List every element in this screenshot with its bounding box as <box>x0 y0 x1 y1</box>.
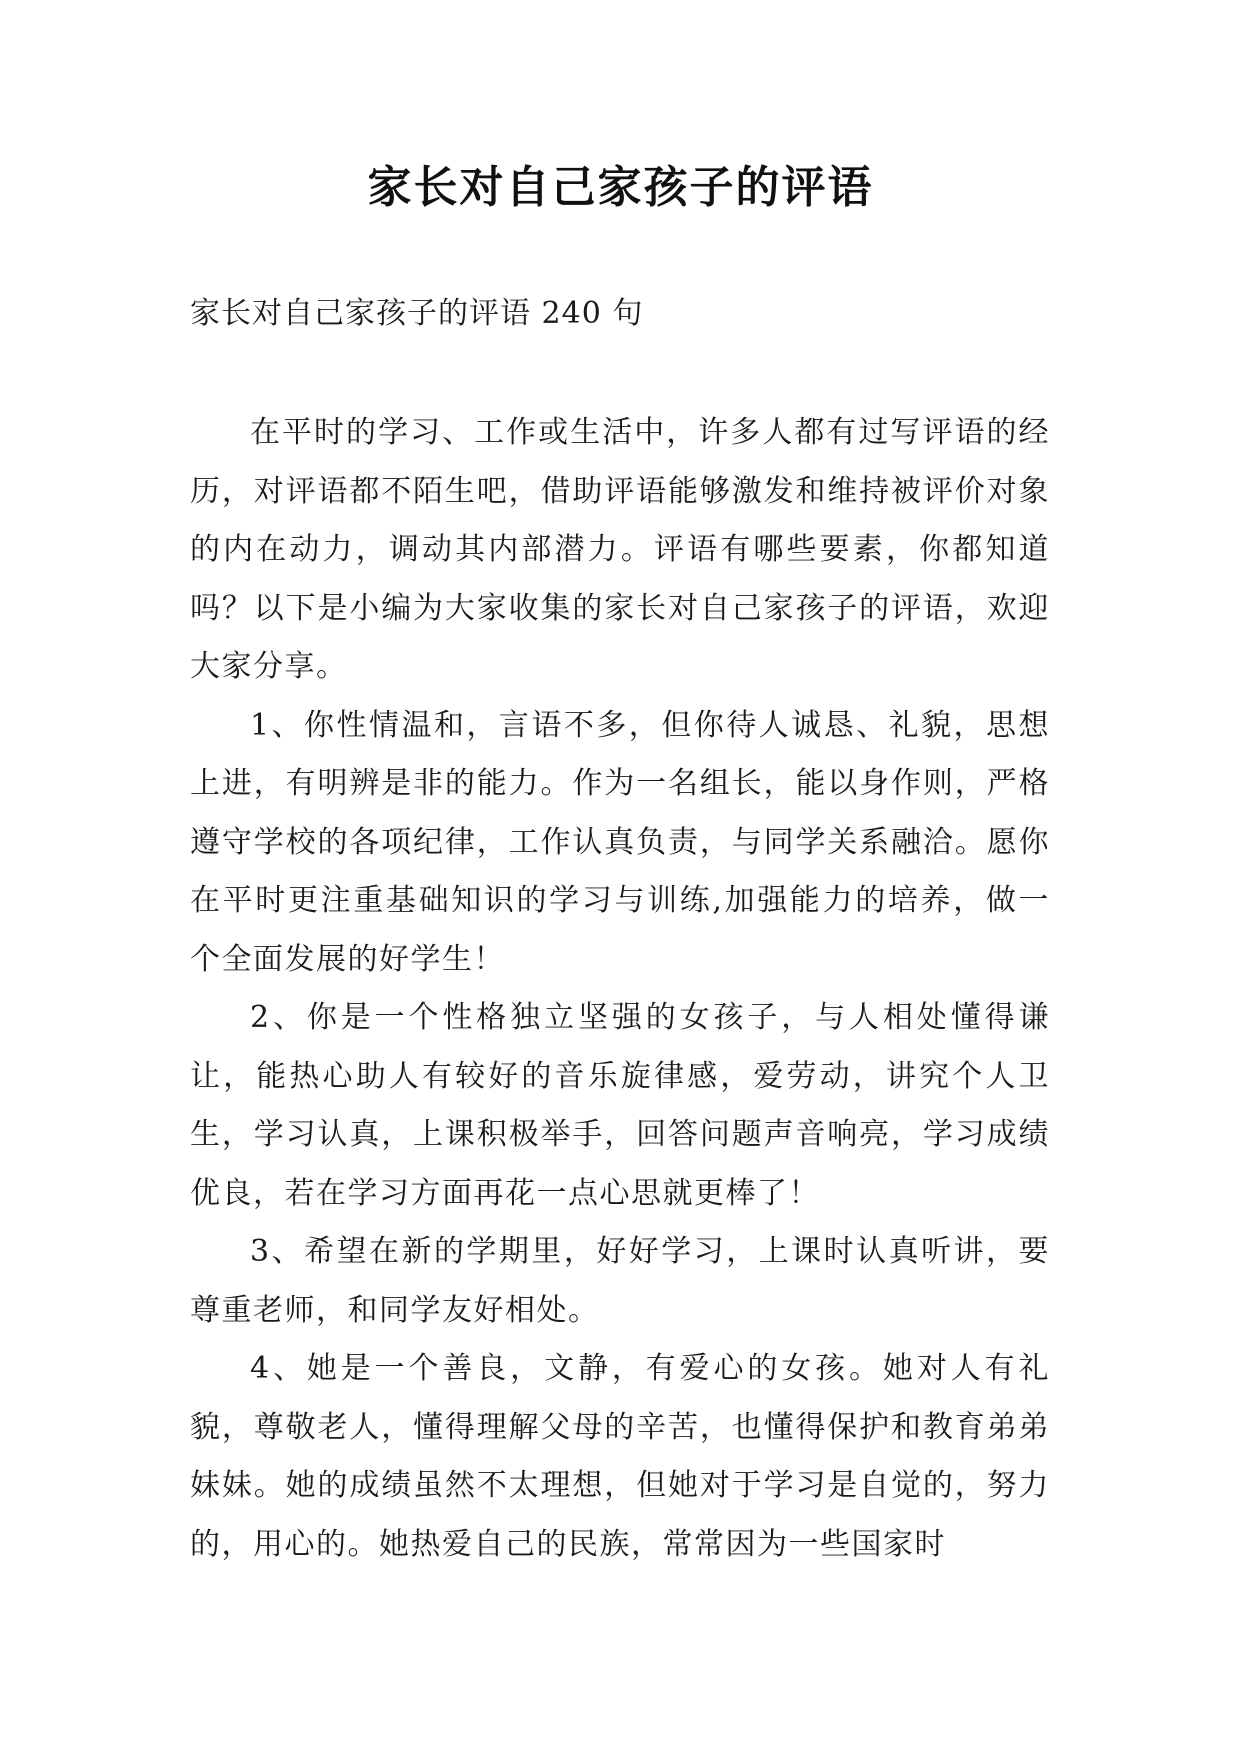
document-title: 家长对自己家孩子的评语 <box>367 162 874 213</box>
comment-paragraph-4: 4、她是一个善良，文静，有爱心的女孩。她对人有礼貌，尊敬老人，懂得理解父母的辛苦，也懂得保护和教育弟弟妹妹。她的成绩虽然不太理想，但她对于学习是自觉的，努力的，用心的。她热爱自己的民族，常常因为一些国家时 <box>190 1351 1050 1562</box>
document-subtitle: 家长对自己家孩子的评语 240 句 <box>190 296 644 331</box>
comment-paragraph-1: 1、你性情温和，言语不多，但你待人诚恳、礼貌，思想上进，有明辨是非的能力。作为一名组长，能以身作则，严格遵守学校的各项纪律，工作认真负责，与同学关系融洽。愿你在平时更注重基础知识的学习与训练,加强能力的培养，做一个全面发展的好学生！ <box>190 707 1050 977</box>
comment-paragraph-2: 2、你是一个性格独立坚强的女孩子，与人相处懂得谦让，能热心助人有较好的音乐旋律感，爱劳动，讲究个人卫生，学习认真，上课积极举手，回答问题声音响亮，学习成绩优良，若在学习方面再花一点心思就更棒了！ <box>190 1000 1050 1211</box>
document-body <box>190 404 1050 1574</box>
comment-paragraph-3: 3、希望在新的学期里，好好学习，上课时认真听讲，要尊重老师，和同学友好相处。 <box>190 1234 1050 1328</box>
intro-paragraph: 在平时的学习、工作或生活中，许多人都有过写评语的经历，对评语都不陌生吧，借助评语能够激发和维持被评价对象的内在动力，调动其内部潜力。评语有哪些要素，你都知道吗？以下是小编为大家收集的家长对自己家孩子的评语，欢迎大家分享。 <box>190 415 1050 684</box>
